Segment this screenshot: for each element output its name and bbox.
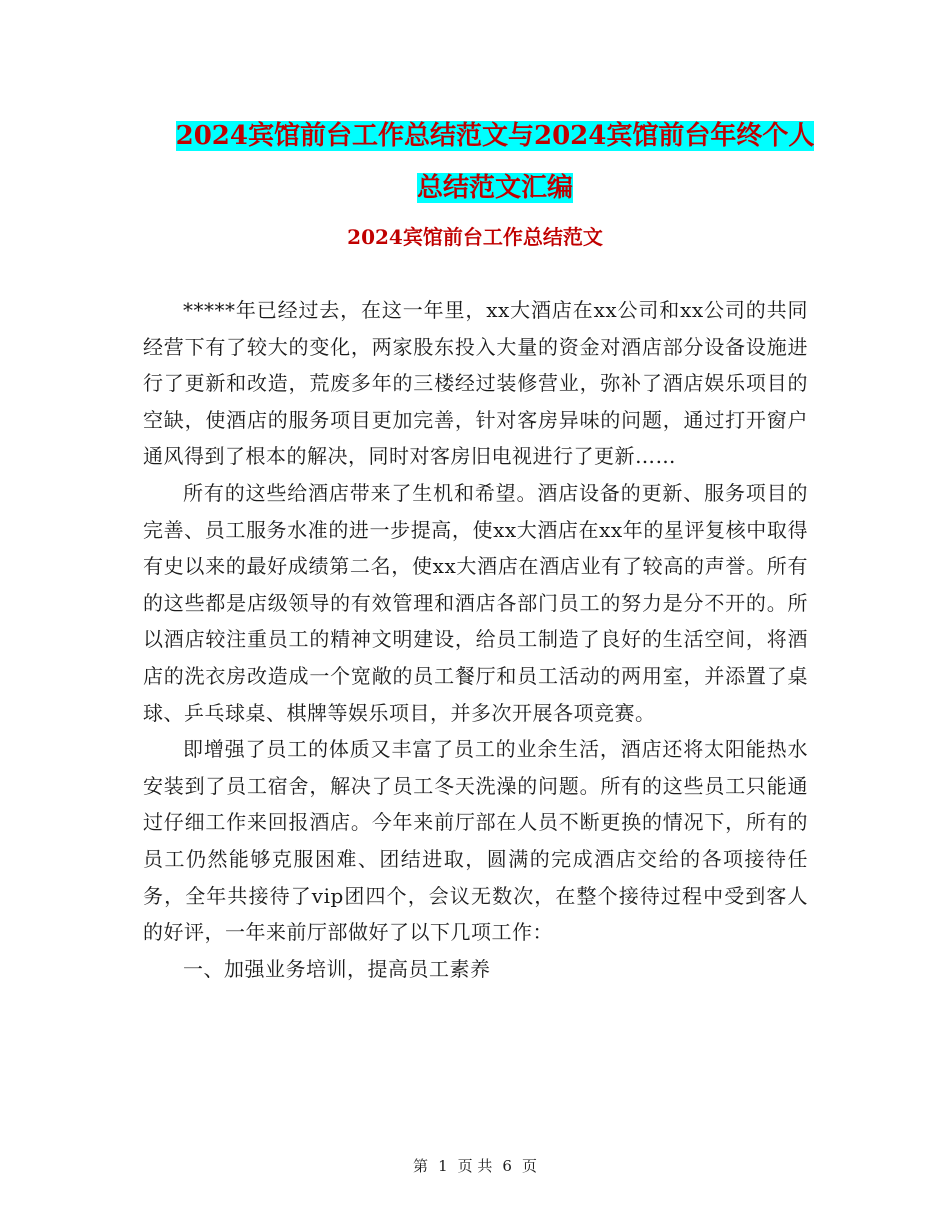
section-heading: 一、加强业务培训，提高员工素养 — [183, 956, 491, 981]
document-title-line-1: 2024宾馆前台工作总结范文与2024宾馆前台年终个人 — [175, 121, 815, 151]
footer-prefix: 第 — [413, 1157, 429, 1175]
section-title: 2024宾馆前台工作总结范文 — [347, 225, 603, 249]
paragraph: *****年已经过去，在这一年里，xx大酒店在xx公司和xx公司的共同经营下有了较大的变化，两家股东投入大量的资金对酒店部分设备设施进行了更新和改造，荒废多年的三楼经过装修营业，弥补了酒店娱乐项目的空缺，使酒店的服务项目更加完善，针对客房异味的问题，通过打开窗户通风得到了根本的解决，同时对客房旧电视进行了更新…… — [143, 298, 808, 469]
page-footer — [0, 1155, 950, 1176]
paragraph: 所有的这些给酒店带来了生机和希望。酒店设备的更新、服务项目的完善、员工服务水准的进一步提高，使xx大酒店在xx年的星评复核中取得有史以来的最好成绩第二名，使xx大酒店在酒店业有了较高的声誉。所有的这些都是店级领导的有效管理和酒店各部门员工的努力是分不开的。所以酒店较注重员工的精神文明建设，给员工制造了良好的生活空间，将酒店的洗衣房改造成一个宽敞的员工餐厅和员工活动的两用室，并添置了桌球、乒乓球桌、棋牌等娱乐项目，并多次开展各项竞赛。 — [143, 480, 808, 725]
page-total: 6 — [502, 1157, 512, 1175]
paragraph: 即增强了员工的体质又丰富了员工的业余生活，酒店还将太阳能热水安装到了员工宿舍，解决了员工冬天洗澡的问题。所有的这些员工只能通过仔细工作来回报酒店。今年来前厅部在人员不断更换的情况下，所有的员工仍然能够克服困难、团结进取，圆满的完成酒店交给的各项接待任务，全年共接待了vip团四个，会议无数次，在整个接待过程中受到客人的好评，一年来前厅部做好了以下几项工作： — [143, 737, 808, 945]
footer-middle: 页 共 — [457, 1157, 493, 1175]
document-title — [140, 110, 850, 214]
document-title-line-2: 总结范文汇编 — [416, 173, 573, 203]
footer-suffix: 页 — [521, 1157, 537, 1175]
document-body — [143, 292, 808, 987]
page-number: 1 — [438, 1157, 448, 1175]
